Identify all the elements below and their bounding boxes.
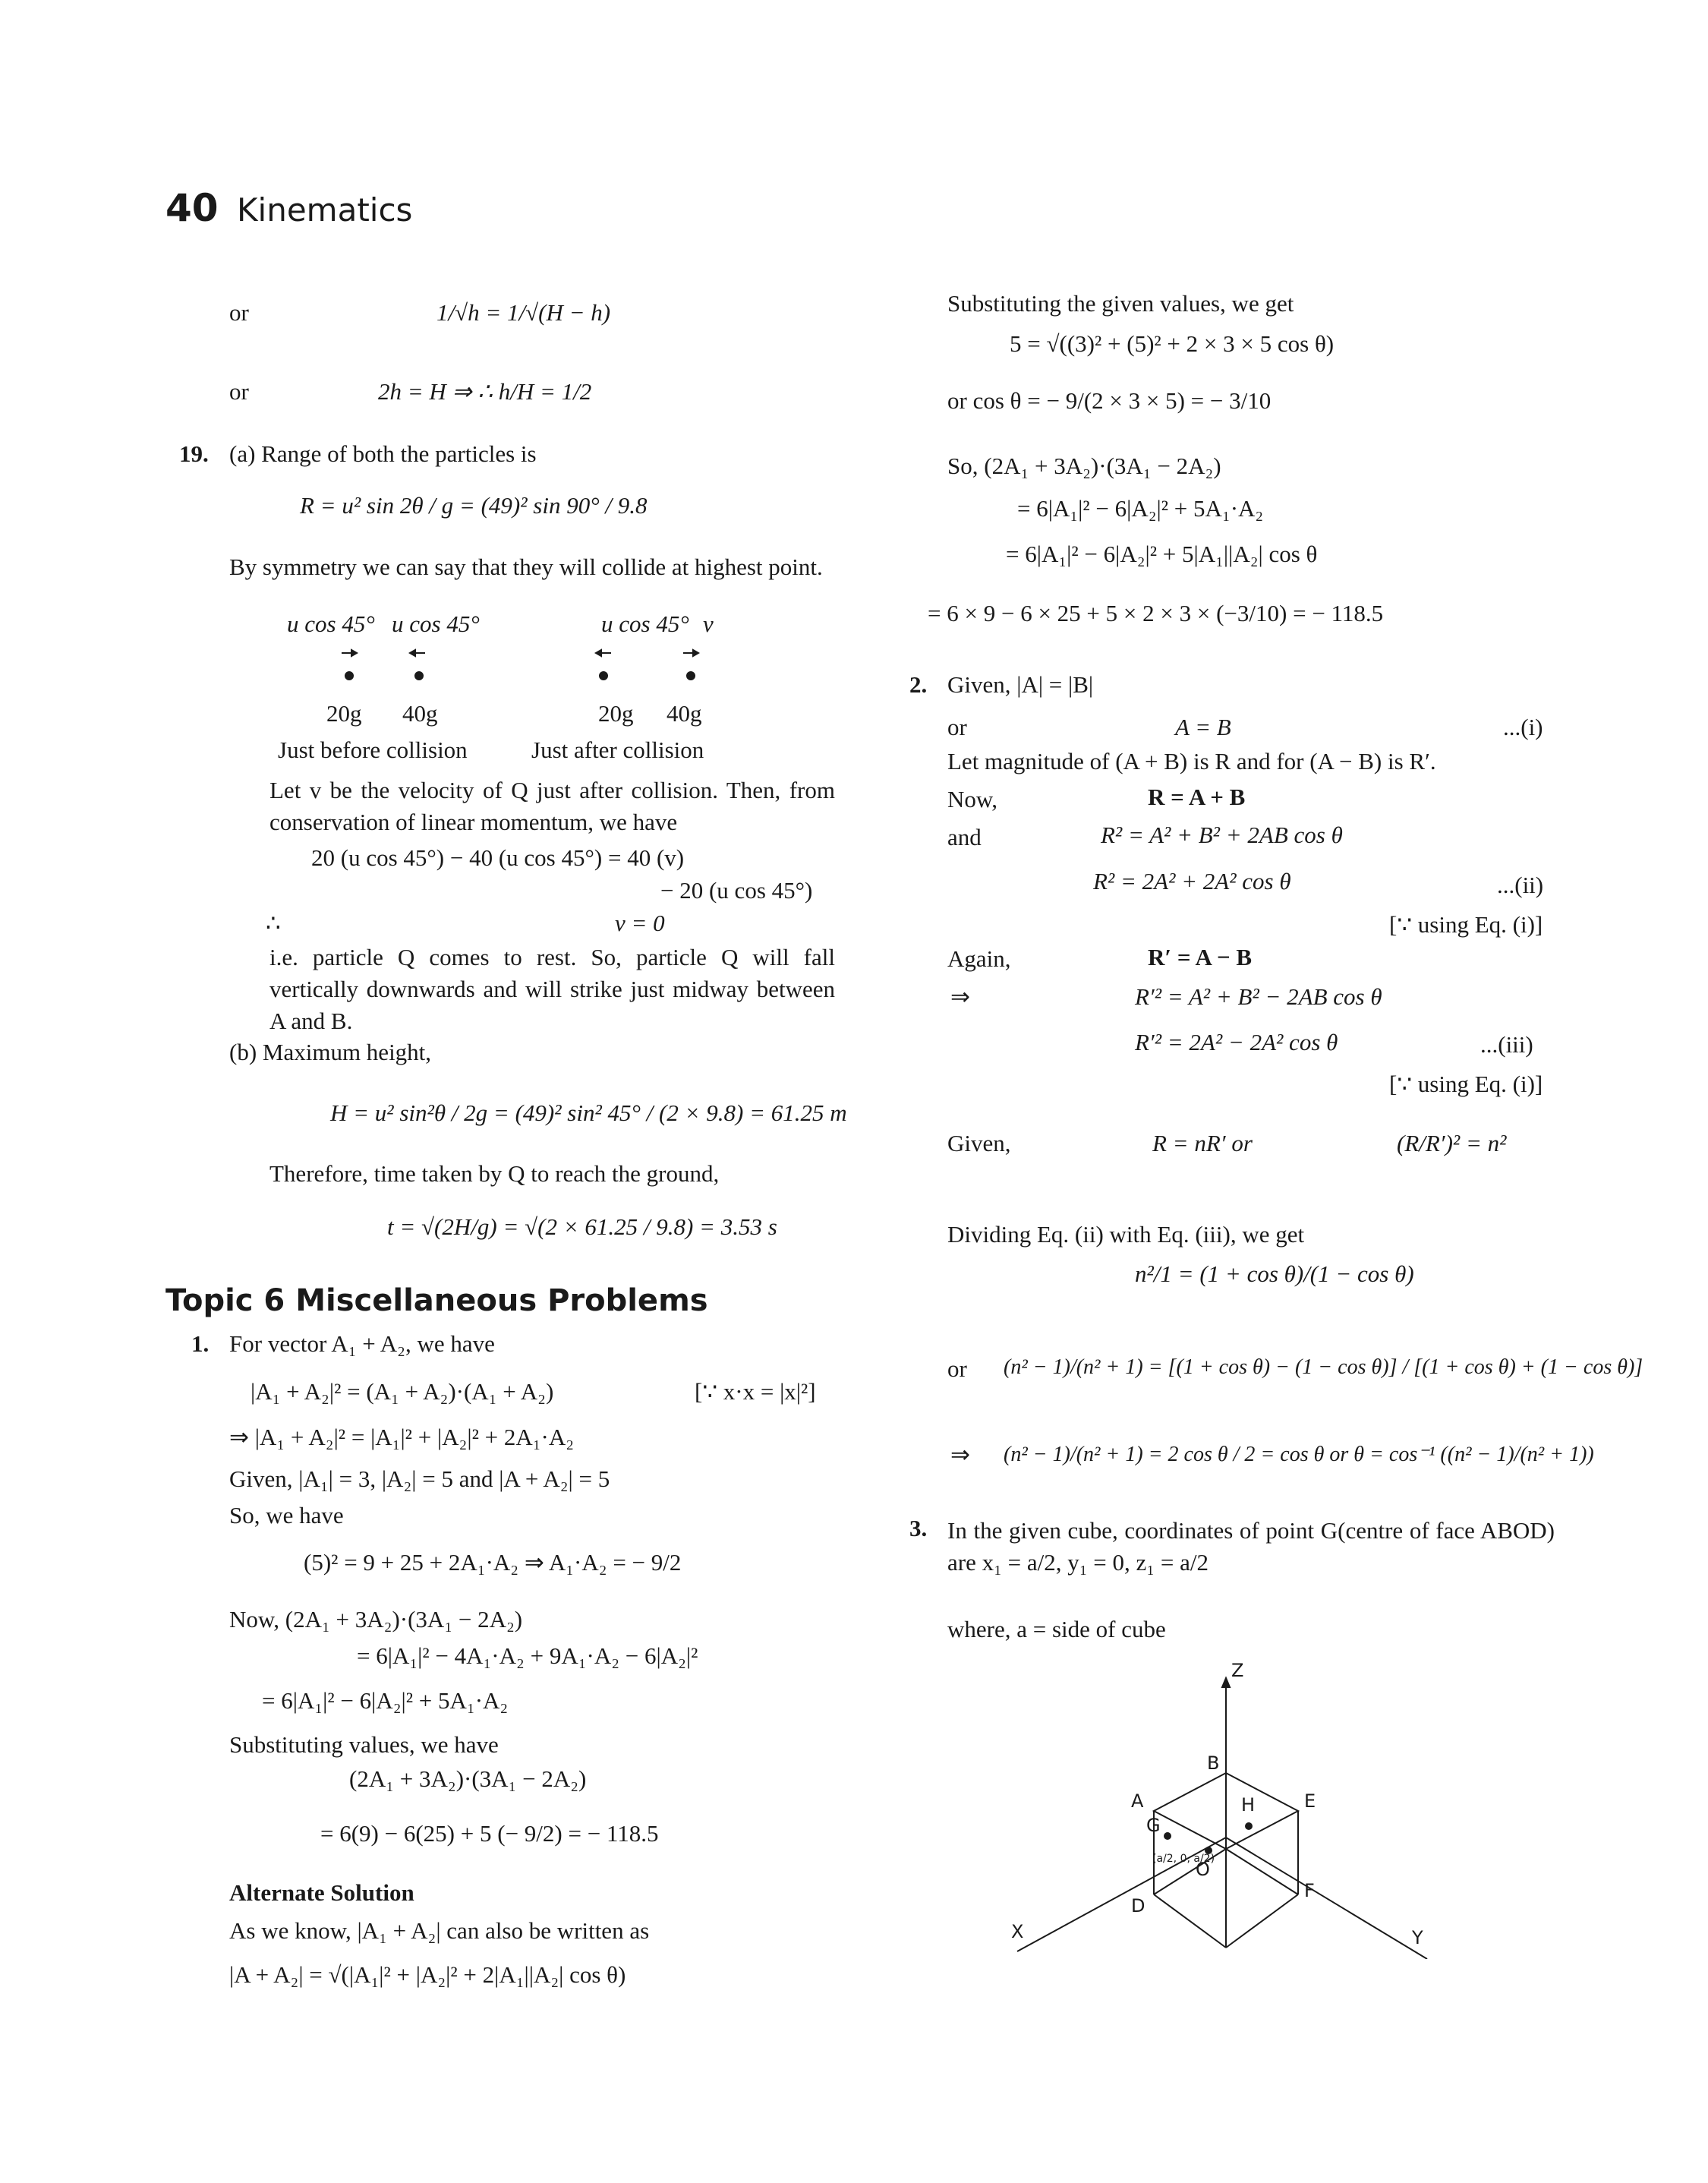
p1-now: Now, (2A₁ + 3A₂)·(3A₁ − 2A₂) [229,1606,523,1633]
label-g: G [1146,1815,1161,1836]
p1-equation-7: = 6(9) − 6(25) + 5 (− 9/2) = − 118.5 [320,1820,659,1847]
mass-label-4: 40g [666,700,702,727]
p2-divide-eq-1: n²/1 = (1 + cos θ)/(1 − cos θ) [1135,1260,1414,1287]
p2-given-2: Given, [947,1130,1011,1156]
p2-given: Given, |A| = |B| [947,671,1094,698]
p2-a-equals-b: A = B [1175,714,1231,740]
velocity-label-1: u cos 45° [287,610,375,637]
p2-using-eq-i-2: [∵ using Eq. (i)] [1389,1071,1543,1097]
problem-3-number: 3. [909,1515,928,1541]
label-z: Z [1231,1660,1244,1681]
label-f: F [1304,1880,1315,1901]
q19-ie-text: i.e. particle Q comes to rest. So, particle Q will fall vertically downwards and will strike just midway between A and B. [269,944,835,1034]
right-eq-4: = 6|A₁|² − 6|A₂|² + 5A₁·A₂ [1017,495,1264,522]
p1-equation-5: = 6|A₁|² − 6|A₂|² + 5A₁·A₂ [262,1687,509,1714]
problem-1-number: 1. [191,1330,210,1357]
p2-and-eq: R² = A² + B² + 2AB cos θ [1101,822,1343,848]
q19-time-text: Therefore, time taken by Q to reach the ground, [269,1160,720,1187]
mass-label-1: 20g [326,700,362,727]
p2-divide-eq-3: (n² − 1)/(n² + 1) = 2 cos θ / 2 = cos θ or θ = cos⁻¹ ((n² − 1)/(n² + 1)) [1004,1443,1594,1466]
p2-eq-ii: R² = 2A² + 2A² cos θ [1093,868,1291,894]
right-eq-1: 5 = √((3)² + (5)² + 2 × 3 × 5 cos θ) [1010,330,1335,357]
p2-divide-eq-2: (n² − 1)/(n² + 1) = [(1 + cos θ) − (1 − cos θ)] / [(1 + cos θ) + (1 − cos θ)] [1004,1355,1643,1379]
p2-implies-eq: R′² = A² + B² − 2AB cos θ [1135,983,1382,1010]
velocity-label-3: u cos 45° [601,610,689,637]
label-x: X [1011,1921,1024,1942]
p2-ref-ii: ...(ii) [1497,872,1544,898]
velocity-label-2: u cos 45° [392,610,480,637]
equation-or-2: 2h = H ⇒ ∴ h/H = 1/2 [378,378,592,405]
p2-again-eq: R′ = A − B [1148,944,1253,970]
p2-let-magnitude: Let magnitude of (A + B) is R and for (A − B) is R′. [947,748,1436,774]
mass-label-2: 40g [402,700,438,727]
max-height-equation: H = u² sin²θ / 2g = (49)² sin² 45° / (2 × 9.8) = 61.25 m [330,1099,847,1126]
p2-ref-i: ...(i) [1503,714,1543,740]
p1-substituting: Substituting values, we have [229,1731,499,1758]
p3-text: In the given cube, coordinates of point G(centre of face ABOD) are x₁ = a/2, y₁ = 0, z₁ = a/2 [947,1517,1555,1576]
label-o: O [1196,1859,1210,1880]
v-equals-zero: v = 0 [615,910,665,936]
p2-now: Now, [947,786,998,812]
p2-ratio-eq: (R/R′)² = n² [1397,1130,1507,1156]
p1-as-we-know: As we know, |A₁ + A₂| can also be written as [229,1917,650,1944]
mass-label-3: 20g [598,700,634,727]
q19-range-equation: R = u² sin 2θ / g = (49)² sin 90° / 9.8 [300,492,648,519]
p1-so-we-have: So, we have [229,1502,344,1528]
page-number: 40 [165,186,219,230]
momentum-equation-1: 20 (u cos 45°) − 40 (u cos 45°) = 40 (v) [311,844,685,871]
p1-equation-3: (5)² = 9 + 25 + 2A₁·A₂ ⇒ A₁·A₂ = − 9/2 [304,1549,682,1576]
p2-implies-2: ⇒ [950,1441,970,1468]
time-equation: t = √(2H/g) = √(2 × 61.25 / 9.8) = 3.53 s [387,1213,777,1240]
right-eq-6: = 6 × 9 − 6 × 25 + 5 × 2 × 3 × (−3/10) = − 118.5 [928,600,1384,626]
question-19-number: 19. [179,440,209,467]
label-a: A [1131,1790,1144,1812]
label-h: H [1241,1794,1256,1815]
p1-equation-6: (2A₁ + 3A₂)·(3A₁ − 2A₂) [349,1765,587,1792]
p1-given: Given, |A₁| = 3, |A₂| = 5 and |A + A₂| = 5 [229,1465,610,1492]
p2-eq-iii: R′² = 2A² − 2A² cos θ [1135,1029,1338,1055]
caption-before-collision: Just before collision [278,737,468,763]
p2-implies-1: ⇒ [950,983,970,1010]
point-g [1164,1832,1171,1840]
q19-let-v-text: Let v be the velocity of Q just after collision. Then, from conservation of linear momentum, we have [269,777,835,835]
caption-after-collision: Just after collision [531,737,704,763]
label-g-coord: (a/2, 0, a/2) [1152,1853,1215,1865]
q19-symmetry-text: By symmetry we can say that they will collide at highest point. [229,554,823,580]
p2-using-eq-i-1: [∵ using Eq. (i)] [1389,911,1543,938]
label-d: D [1131,1895,1145,1916]
p2-ref-iii: ...(iii) [1480,1031,1533,1058]
right-eq-2: or cos θ = − 9/(2 × 3 × 5) = − 3/10 [947,387,1272,414]
cube-diagram [1002,1655,1473,1959]
p2-again: Again, [947,945,1011,972]
left-or-2: or [229,378,249,405]
p2-and: and [947,824,982,850]
p1-equation-1-note: [∵ x·x = |x|²] [695,1378,816,1405]
collision-figure [278,607,736,767]
p3-where: where, a = side of cube [947,1616,1166,1642]
alternate-solution-heading: Alternate Solution [229,1879,414,1906]
right-eq-3: So, (2A₁ + 3A₂)·(3A₁ − 2A₂) [947,453,1221,479]
q19-part-a: (a) Range of both the particles is [229,440,537,467]
left-or-1: or [229,299,249,326]
p1-intro: For vector A₁ + A₂, we have [229,1330,495,1357]
problem-2-number: 2. [909,671,928,698]
right-eq-5: = 6|A₁|² − 6|A₂|² + 5|A₁||A₂| cos θ [1006,541,1318,567]
velocity-label-4: v [703,610,714,637]
topic-6-heading: Topic 6 Miscellaneous Problems [165,1283,708,1318]
y-axis [1226,1838,1427,1959]
p1-equation-4: = 6|A₁|² − 4A₁·A₂ + 9A₁·A₂ − 6|A₂|² [357,1642,698,1669]
therefore-symbol: ∴ [266,910,281,936]
p2-or: or [947,714,967,740]
p2-or-2: or [947,1355,967,1382]
q19-part-b: (b) Maximum height, [229,1039,432,1065]
right-substituting: Substituting the given values, we get [947,290,1294,317]
p2-now-eq: R = A + B [1148,784,1246,810]
p2-dividing: Dividing Eq. (ii) with Eq. (iii), we get [947,1221,1305,1248]
label-b: B [1207,1752,1220,1774]
label-e: E [1304,1790,1316,1812]
p1-equation-2: ⇒ |A₁ + A₂|² = |A₁|² + |A₂|² + 2A₁·A₂ [229,1424,575,1450]
p2-given-2-eq: R = nR′ or [1152,1130,1253,1156]
equation-or-1: 1/√h = 1/√(H − h) [436,299,611,326]
p1-equation-1: |A₁ + A₂|² = (A₁ + A₂)·(A₁ + A₂) [251,1378,554,1405]
point-h [1245,1822,1253,1830]
p1-equation-8: |A + A₂| = √(|A₁|² + |A₂|² + 2|A₁||A₂| cos θ) [229,1961,626,1988]
label-y: Y [1412,1927,1423,1948]
momentum-equation-2: − 20 (u cos 45°) [660,877,813,904]
chapter-title: Kinematics [237,191,413,229]
